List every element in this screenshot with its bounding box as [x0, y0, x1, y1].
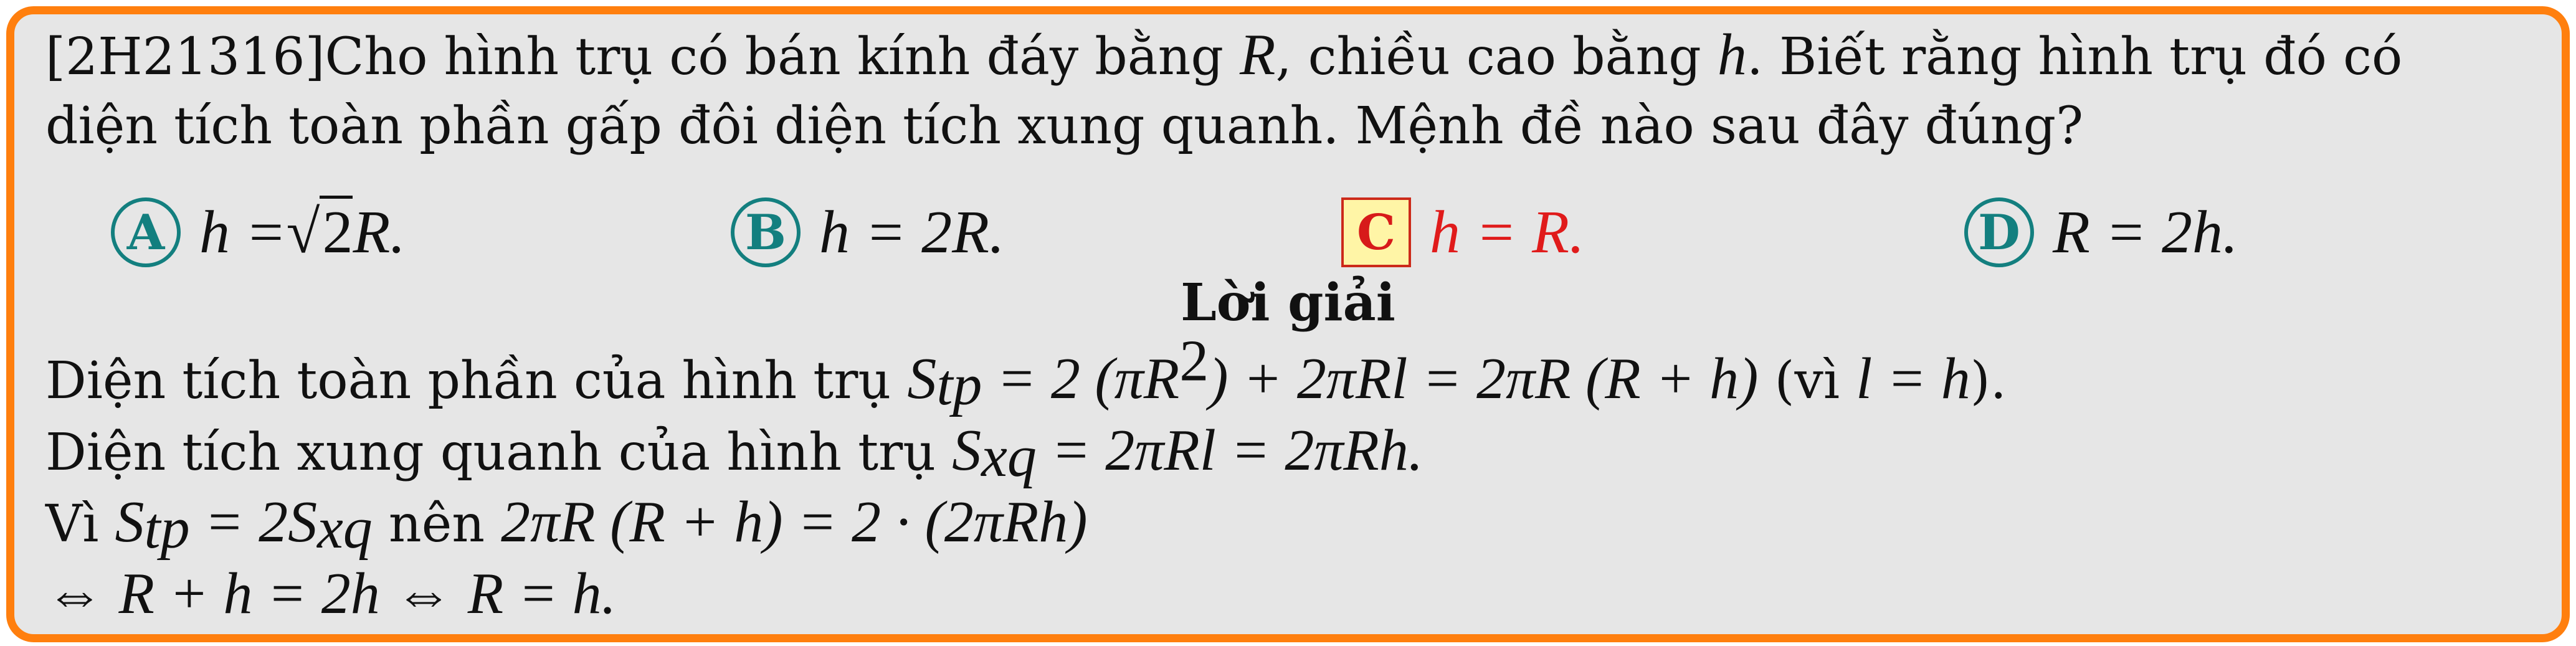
- var-r: R: [1240, 22, 1276, 87]
- sol2-text: Diện tích xung quanh của hình trụ: [45, 423, 953, 482]
- sol1-cond: l = h: [1856, 346, 1970, 411]
- question-text-a: Cho hình trụ có bán kính đáy bằng: [325, 27, 1240, 87]
- sol1-sub: tp: [936, 353, 982, 417]
- sol3-eq: 2πR (R + h) = 2 · (2πRh): [501, 490, 1088, 554]
- option-b[interactable]: [731, 195, 1005, 270]
- solution-heading: Lời giải: [1181, 273, 1395, 333]
- question-line-2: [45, 95, 2083, 158]
- option-c[interactable]: [1341, 195, 1585, 270]
- sol3-sub2: xq: [317, 496, 373, 561]
- sol2-eq: = 2πRl = 2πRh.: [1036, 418, 1423, 483]
- option-a-lhs: h =: [199, 199, 287, 266]
- option-b-text: h = 2R.: [819, 199, 1005, 266]
- solution-line-1: [45, 328, 2007, 417]
- option-a-sqrt: √2: [287, 197, 353, 267]
- option-c-text: h = R.: [1430, 199, 1585, 266]
- sol2-s: S: [952, 418, 982, 483]
- option-d-badge: D: [1964, 197, 2034, 267]
- question-text-c: . Biết rằng hình trụ đó có: [1746, 27, 2403, 87]
- question-card: [6, 6, 2570, 642]
- sol3-mid: = 2S: [189, 490, 318, 554]
- option-b-badge: B: [731, 197, 801, 267]
- option-a-rhs: R.: [353, 199, 406, 266]
- option-c-badge: C: [1341, 197, 1411, 267]
- sol1-sup: 2: [1179, 328, 1209, 394]
- option-d[interactable]: [1964, 195, 2238, 270]
- sol2-sub: xq: [981, 424, 1037, 489]
- sol3-s1: S: [115, 490, 145, 554]
- sol1-eq1: = 2 (πR: [982, 346, 1180, 411]
- sol1-text: Diện tích toàn phần của hình trụ: [45, 351, 908, 411]
- var-h: h: [1717, 22, 1747, 87]
- solution-line-2: [45, 418, 1423, 489]
- sol3-sub1: tp: [144, 496, 190, 561]
- sol1-tail: (vì: [1758, 351, 1856, 411]
- sol3-pre: Vì: [45, 495, 115, 554]
- option-a[interactable]: [111, 195, 406, 270]
- sol1-eq2: ) + 2πRl = 2πR (R + h): [1209, 346, 1759, 411]
- sol1-s: S: [907, 346, 937, 411]
- question-text-b: , chiều cao bằng: [1275, 27, 1718, 87]
- solution-line-4: [45, 563, 616, 627]
- question-code: [2H21316]: [45, 27, 325, 87]
- option-a-radicand: 2: [320, 196, 353, 266]
- question-line-1: [45, 24, 2402, 88]
- option-a-badge: A: [111, 197, 181, 267]
- option-d-text: R = 2h.: [2053, 199, 2238, 266]
- sol4-eq: ⇔ R + h = 2h ⇔ R = h.: [45, 561, 617, 626]
- sol1-end: ).: [1970, 351, 2007, 411]
- solution-line-3: [45, 490, 1088, 561]
- sol3-word: nên: [372, 495, 501, 554]
- question-text-line2: diện tích toàn phần gấp đôi diện tích xung quanh. Mệnh đề nào sau đây đúng?: [45, 97, 2084, 156]
